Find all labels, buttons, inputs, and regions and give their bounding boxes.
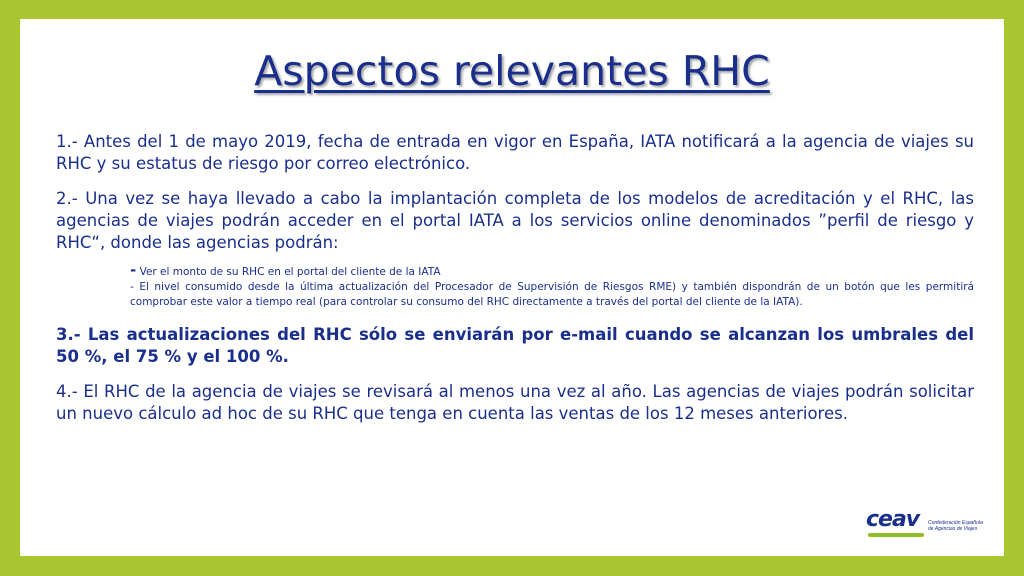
paragraph-4: 4.- El RHC de la agencia de viajes se revisará al menos una vez al año. Las agencias de viajes podrán solicitar un nuevo cálculo ad hoc de su RHC que tenga en cuenta las ventas de los 12 meses anteriores. <box>56 382 974 423</box>
paragraph-2: 2.- Una vez se haya llevado a cabo la implantación completa de los modelos de acreditación y el RHC, las agencias de viajes podrán acceder en el portal IATA a los servicios online denominados ”perfil de riesgo y RHC“, donde las agencias podrán: <box>56 189 974 252</box>
slide-title: Aspectos relevantes RHC <box>254 47 770 95</box>
sublist-item-2: - El nivel consumido desde la última actualización del Procesador de Supervisión de Riesgos RME) y también dispondrán de un botón que les permitirá comprobar este valor a tiempo real (para controlar su consumo del RHC directamente a través del portal del cliente de la IATA). <box>130 281 974 308</box>
paragraph-1: 1.- Antes del 1 de mayo 2019, fecha de entrada en vigor en España, IATA notificará a la agencia de viajes su RHC y su estatus de riesgo por correo electrónico. <box>56 132 974 173</box>
sublist-item-1-dash: - <box>130 261 137 279</box>
logo-tagline: Confederación Española de Agencias de Viajes <box>928 520 983 532</box>
sublist-item-1 <box>130 263 974 280</box>
ceav-logo <box>866 507 982 543</box>
logo-swoosh-icon <box>868 533 924 537</box>
paragraph-3: 3.- Las actualizaciones del RHC sólo se enviarán por e-mail cuando se alcanzan los umbrales del 50 %, el 75 % y el 100 %. <box>56 325 974 366</box>
slide <box>20 19 1004 556</box>
sublist-item-1-text: Ver el monto de su RHC en el portal del cliente de la IATA <box>136 266 441 278</box>
sublist <box>130 263 974 310</box>
slide-body <box>56 131 974 438</box>
logo-wordmark: ceav <box>866 507 920 532</box>
